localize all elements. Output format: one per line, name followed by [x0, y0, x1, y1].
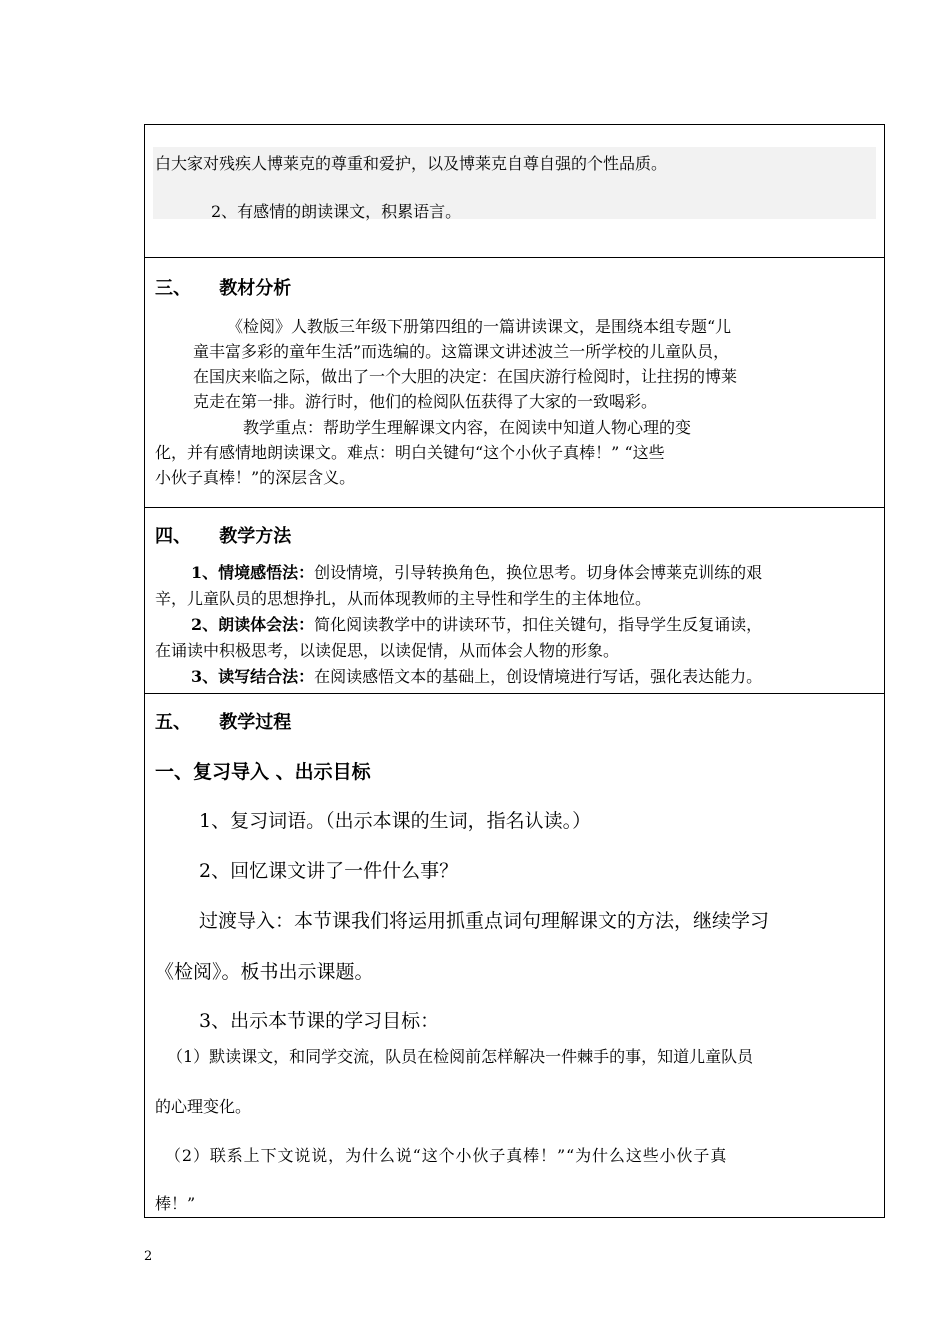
- method-1: [191, 560, 762, 583]
- analysis-line: 教学重点：帮助学生理解课文内容，在阅读中知道人物心理的变: [243, 418, 692, 437]
- heading-number: 五、: [155, 712, 191, 733]
- process-paragraph: 3、出示本节课的学习目标：: [199, 1010, 440, 1032]
- method-text: 创设情境，引导转换角色，换位思考。切身体会博莱克训练的艰: [314, 563, 763, 582]
- heading-text: 教学方法: [219, 526, 292, 547]
- section-heading: [155, 522, 291, 548]
- method-label: 1、情境感悟法：: [191, 563, 315, 582]
- method-label: 2、朗读体会法：: [191, 615, 315, 634]
- method-1-continuation: 辛，儿童队员的思想挣扎，从而体现教师的主导性和学生的主体地位。: [155, 589, 652, 608]
- analysis-line: 克走在第一排。游行时，他们的检阅队伍获得了大家的一致喝彩。: [193, 392, 658, 411]
- goal-line: 棒！”: [155, 1194, 196, 1213]
- analysis-line: 化，并有感情地朗读课文。难点：明白关键句“这个小伙子真棒！” “这些: [155, 443, 665, 462]
- goal-line: （2）联系上下文说说，为什么说“这个小伙子真棒！”“为什么这些小伙子真: [165, 1146, 728, 1165]
- process-paragraph: 2、回忆课文讲了一件什么事？: [199, 860, 459, 882]
- analysis-line: 小伙子真棒！”的深层含义。: [155, 468, 356, 487]
- sub-heading: 一、复习导入 、出示目标: [155, 761, 371, 783]
- process-paragraph: 《检阅》。板书出示课题。: [155, 961, 374, 983]
- analysis-line: 童丰富多彩的童年生活”而选编的。这篇课文讲述波兰一所学校的儿童队员，: [193, 342, 730, 361]
- goal-line: （1）默读课文，和同学交流，队员在检阅前怎样解决一件棘手的事，知道儿童队员: [167, 1047, 754, 1066]
- process-paragraph: 过渡导入：本节课我们将运用抓重点词句理解课文的方法，继续学习: [199, 910, 770, 932]
- lesson-plan-table: [144, 124, 885, 1218]
- method-2-continuation: 在诵读中积极思考，以读促思，以读促情，从而体会人物的形象。: [155, 641, 620, 660]
- analysis-line: 在国庆来临之际，做出了一个大胆的决定：在国庆游行检阅时，让拄拐的博莱: [193, 367, 738, 386]
- process-paragraph: 1、复习词语。（出示本课的生词，指名认读。）: [199, 810, 592, 832]
- teaching-methods-row: [145, 507, 884, 694]
- method-text: 在阅读感悟文本的基础上，创设情境进行写话，强化表达能力。: [314, 667, 763, 686]
- section-heading: [155, 708, 291, 734]
- objective-line: 白大家对残疾人博莱克的尊重和爱护，以及博莱克自尊自强的个性品质。: [155, 154, 668, 173]
- heading-number: 四、: [155, 526, 191, 547]
- textbook-analysis-row: [145, 257, 884, 508]
- heading-text: 教学过程: [219, 712, 292, 733]
- objectives-continuation-row: [145, 125, 884, 257]
- section-heading: [155, 274, 291, 300]
- objective-line: 2、有感情的朗读课文，积累语言。: [211, 202, 462, 221]
- goal-line: 的心理变化。: [155, 1097, 252, 1116]
- page-number: 2: [144, 1249, 153, 1264]
- method-3: [191, 664, 762, 687]
- teaching-process-row: [145, 693, 884, 1217]
- method-2: [191, 612, 762, 635]
- heading-text: 教材分析: [219, 278, 292, 299]
- method-text: 简化阅读教学中的讲读环节，扣住关键句，指导学生反复诵读，: [314, 615, 763, 634]
- method-label: 3、读写结合法：: [191, 667, 315, 686]
- analysis-line: 《检阅》人教版三年级下册第四组的一篇讲读课文，是围绕本组专题“儿: [227, 317, 732, 336]
- heading-number: 三、: [155, 278, 191, 299]
